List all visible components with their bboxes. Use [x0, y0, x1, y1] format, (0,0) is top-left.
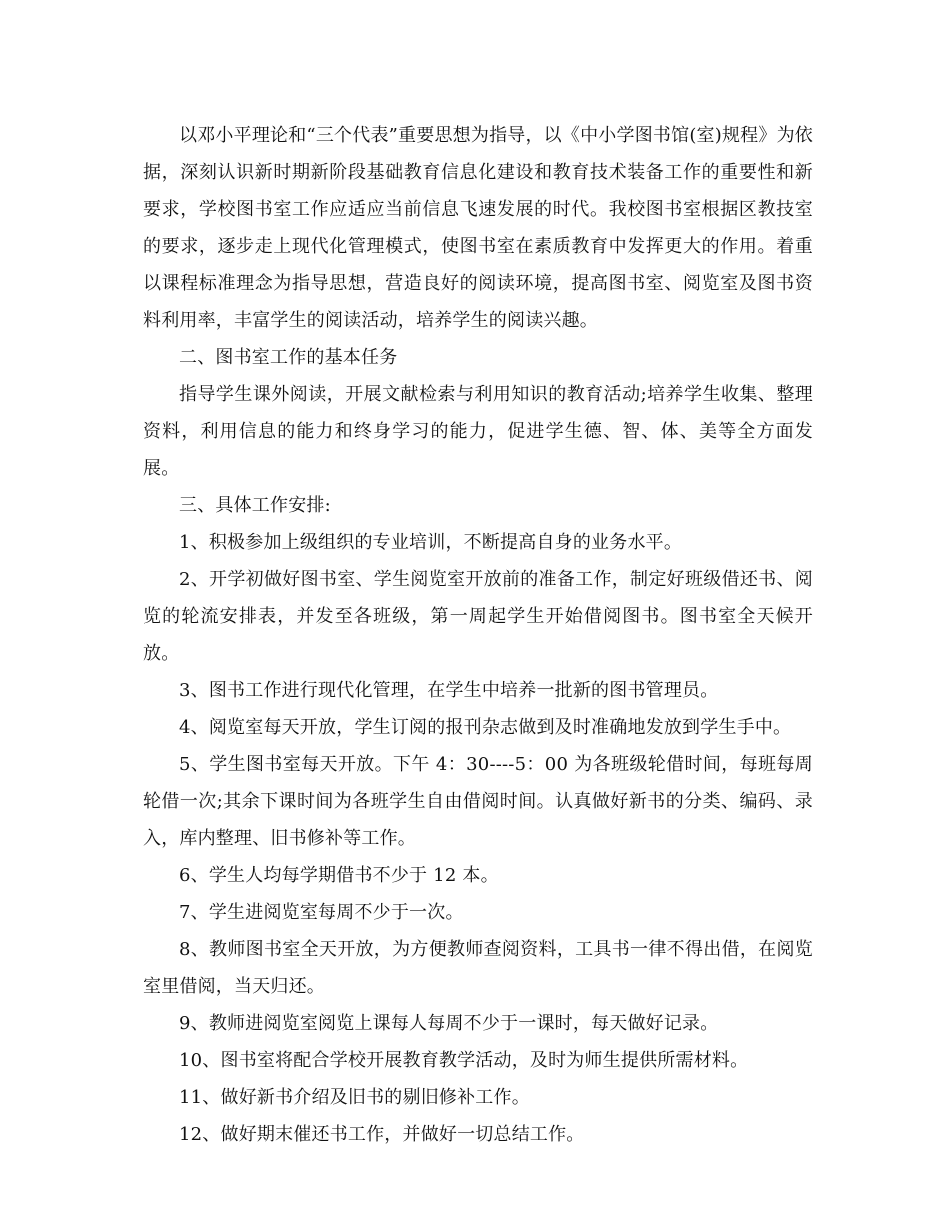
list-item: 2、开学初做好图书室、学生阅览室开放前的准备工作，制定好班级借还书、阅览的轮流安排表，并发至各班级，第一周起学生开始借阅图书。图书室全天候开放。	[143, 569, 813, 664]
list-item: 5、学生图书室每天开放。下午 4：30----5：00 为各班级轮借时间，每班每周轮借一次;其余下课时间为各班学生自由借阅时间。认真做好新书的分类、编码、录入，库内整理、旧书修补等工作。	[143, 754, 813, 849]
basic-tasks-paragraph: 指导学生课外阅读，开展文献检索与利用知识的教育活动;培养学生收集、整理资料，利用信息的能力和终身学习的能力，促进学生德、智、体、美等全方面发展。	[143, 384, 813, 479]
list-item: 9、教师进阅览室阅览上课每人每周不少于一课时，每天做好记录。	[179, 1013, 719, 1034]
list-item: 1、积极参加上级组织的专业培训，不断提高自身的业务水平。	[179, 532, 683, 553]
list-item: 4、阅览室每天开放，学生订阅的报刊杂志做到及时准确地发放到学生手中。	[179, 717, 792, 738]
section-heading-work-arrangement: 三、具体工作安排:	[179, 495, 331, 516]
list-item: 12、做好期末催还书工作，并做好一切总结工作。	[179, 1124, 585, 1145]
document-body	[143, 117, 813, 1153]
intro-paragraph: 以邓小平理论和“三个代表”重要思想为指导，以《中小学图书馆(室)规程》为依据，深刻认识新时期新阶段基础教育信息化建设和教育技术装备工作的重要性和新要求，学校图书室工作应适应当前信息飞速发展的时代。我校图书室根据区教技室的要求，逐步走上现代化管理模式，使图书室在素质教育中发挥更大的作用。着重以课程标准理念为指导思想，营造良好的阅读环境，提高图书室、阅览室及图书资料利用率，丰富学生的阅读活动，培养学生的阅读兴趣。	[143, 125, 813, 331]
list-item: 8、教师图书室全天开放，为方便教师查阅资料，工具书一律不得出借，在阅览室里借阅，当天归还。	[143, 939, 813, 997]
list-item: 7、学生进阅览室每周不少于一次。	[179, 902, 464, 923]
list-item: 3、图书工作进行现代化管理，在学生中培养一批新的图书管理员。	[179, 680, 719, 701]
list-item: 6、学生人均每学期借书不少于 12 本。	[179, 865, 499, 886]
list-item: 10、图书室将配合学校开展教育教学活动，及时为师生提供所需材料。	[179, 1050, 749, 1071]
section-heading-basic-tasks: 二、图书室工作的基本任务	[179, 347, 398, 368]
list-item: 11、做好新书介绍及旧书的剔旧修补工作。	[179, 1087, 530, 1108]
